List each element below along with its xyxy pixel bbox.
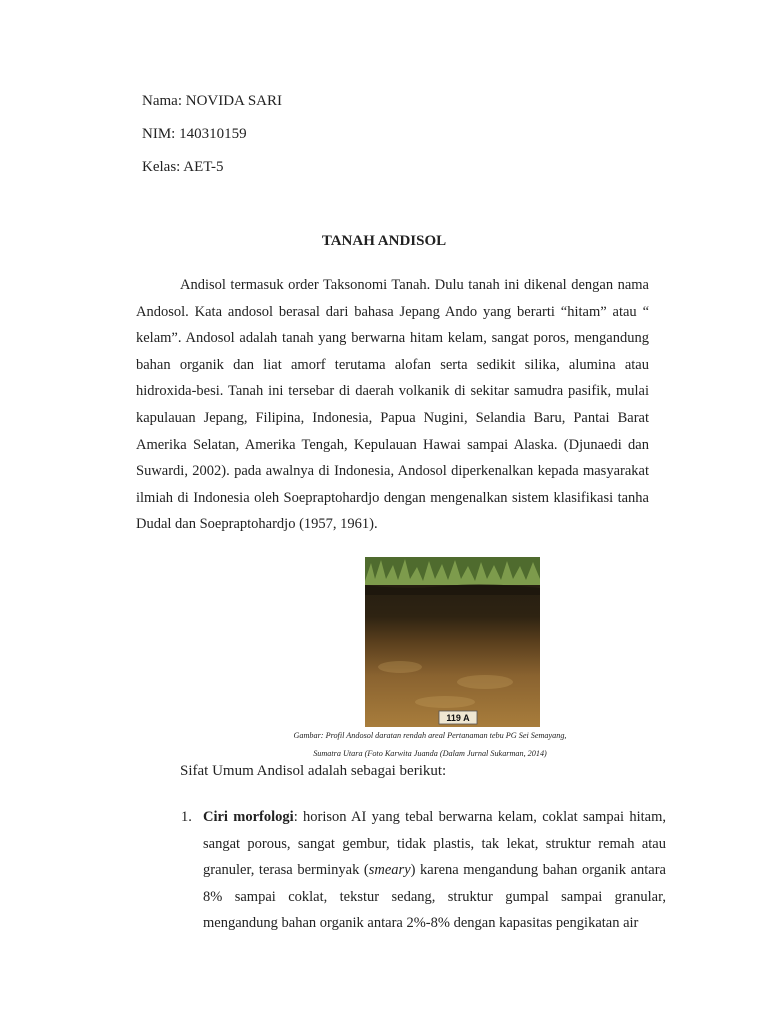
list-text-part-b: ) karena mengandung bahan organik antara 8% sampai coklat, tekstur sedang, struktur gumpal sampai granular, mengandung bahan organik antara 2%-8% dengan kapasitas pengikatan air (203, 862, 666, 932)
list-term: Ciri morfologi (203, 809, 294, 825)
list-text-part-a: : horison AI yang tebal berwarna kelam, coklat sampai hitam, sangat porous, sangat gembur, tidak plastis, tak lekat, struktur remah atau granuler, terasa berminyak ( (203, 809, 667, 879)
caption-line-2: Sumatra Utara (Foto Karwita Juanda (Dalam Jurnal Sukarman, 2014) (313, 749, 547, 758)
sifat-heading: Sifat Umum Andisol adalah sebagai berikut: (180, 763, 447, 779)
student-class: Kelas: AET-5 (142, 159, 224, 175)
document-title: TANAH ANDISOL (321, 233, 447, 249)
student-nim: NIM: 140310159 (142, 126, 247, 142)
list-text (203, 804, 666, 937)
soil-profile-photo (365, 557, 540, 727)
figure-caption (200, 727, 660, 763)
list-number: 1. (181, 809, 192, 825)
photo-label-text: 119 A (446, 713, 470, 723)
student-name: Nama: NOVIDA SARI (142, 93, 282, 109)
list-italic-term: smeary (368, 862, 411, 879)
caption-line-1: Gambar: Profil Andosol daratan rendah areal Pertanaman tebu PG Sei Semayang, (293, 731, 567, 740)
intro-paragraph: Andisol termasuk order Taksonomi Tanah. Dulu tanah ini dikenal dengan nama Andosol. Kata andosol berasal dari bahasa Jepang Ando yang berarti “hitam” atau “ kelam”. Andosol adalah tanah yang berwarna hitam kelam, sangat poros, mengandung bahan organik dan liat amorf terutama alofan serta sedikit silika, alumina atau hidroxida-besi. Tanah ini tersebar di daerah volkanik di sekitar samudra pasifik, mulai kapulauan Jepang, Filipina, Indonesia, Papua Nugini, Selandia Baru, Pantai Barat Amerika Selatan, Amerika Tengah, Kepulauan Hawai sampai Alaska. (Djunaedi dan Suwardi, 2002). pada awalnya di Indonesia, Andosol diperkenalkan kepada masyarakat ilmiah di Indonesia oleh Soepraptohardjo dengan mengenalkan sistem klasifikasi tanha Dudal dan Soepraptohardjo (1957, 1961). (136, 277, 649, 533)
